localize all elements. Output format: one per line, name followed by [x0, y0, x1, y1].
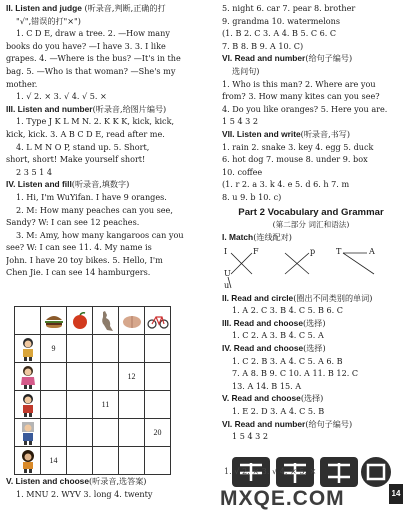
- section-heading: IV. Read and choose: [222, 343, 304, 354]
- hamburger-icon: [41, 307, 67, 335]
- match-letter: U: [224, 267, 231, 278]
- answer-line: 1. √ 2. × 3. √ 4. √ 5. ×: [16, 91, 107, 102]
- script-line: John. I have 20 toy bikes. 5. Hello, I'm: [6, 254, 163, 265]
- script-line: mother.: [6, 78, 38, 89]
- script-line: see? W: I can see 11. 4. My name is: [6, 242, 152, 253]
- section-heading: V. Listen and choose: [6, 476, 89, 486]
- grid-cell: [67, 335, 93, 363]
- section-heading: II. Listen and judge: [6, 3, 82, 13]
- script-line: from? 3. How many kites can you see?: [222, 91, 380, 102]
- grid-cell: [145, 363, 171, 391]
- grid-cell: [93, 335, 119, 363]
- script-line: Sandy? W: I can see 12 peaches.: [6, 217, 140, 228]
- section-note: (选择): [302, 317, 326, 328]
- grid-cell: [41, 391, 67, 419]
- script-line: kick, kick. 3. A B C D E, read after me.: [6, 128, 165, 139]
- section-heading: IV. Listen and fill: [6, 179, 72, 190]
- grid-cell: [67, 419, 93, 447]
- section-note: (选择): [303, 343, 326, 354]
- script-line: 1. C D E, draw a tree. 2. —How many: [16, 28, 170, 39]
- section-heading: III. Read and choose: [222, 317, 303, 328]
- script-line: bag. 5. —Who is that woman? —She's my: [6, 65, 176, 76]
- grid-cell: [145, 391, 171, 419]
- grid-cell: [41, 363, 67, 391]
- section-note: 选问句): [232, 65, 260, 76]
- section-note: (听录音,填数字): [71, 179, 130, 190]
- section-heading: III. Listen and number: [6, 103, 93, 114]
- orange-icon: [67, 307, 93, 335]
- part-subtitle: (第二部分 词汇和语法): [272, 219, 350, 229]
- script-line: 6. hot dog 7. mouse 8. under 9. box: [222, 154, 368, 165]
- answer-line: 7. A 8. B 9. C 10. A 11. B 12. C: [232, 368, 359, 379]
- section-note: (听录音,判断,正确的打: [84, 3, 166, 13]
- script-line: 1. Who is this man? 2. Where are you: [222, 78, 376, 89]
- grid-cell: [67, 363, 93, 391]
- grid-cell: 20: [145, 419, 171, 447]
- script-line: 4. Do you like oranges? 5. Here you are.: [222, 103, 388, 114]
- section-note: (听录音,书写): [300, 128, 351, 139]
- bike-icon: [145, 307, 171, 335]
- table-row: [15, 363, 171, 391]
- grid-cell: [93, 447, 119, 475]
- grid-cell: [119, 391, 145, 419]
- script-line: 3. M: Amy, how many kangaroos can you: [16, 229, 184, 240]
- section-note: (听录音,选答案): [89, 476, 147, 486]
- answer-line: 2 3 5 1 4: [16, 166, 53, 177]
- section-heading: VI. Read and number: [222, 53, 306, 64]
- match-letter: u: [224, 279, 230, 290]
- script-line: 10. coffee: [222, 166, 263, 177]
- grid-cell: [145, 447, 171, 475]
- watermark-text: MXQE.COM: [220, 487, 345, 510]
- child-avatar: [15, 391, 41, 419]
- section-heading: I. Match: [222, 232, 254, 243]
- answer-line: 1 5 4 3 2: [232, 431, 269, 442]
- table-row: [15, 307, 171, 335]
- left-column: [6, 2, 219, 279]
- kangaroo-icon: [93, 307, 119, 335]
- right-column: [222, 2, 400, 443]
- answer-line: 1. A 2. C 3. B 4. C 5. B 6. C: [232, 305, 343, 316]
- table-row: [15, 447, 171, 475]
- match-diagram: [222, 244, 400, 292]
- grid-cell: [145, 335, 171, 363]
- grid-cell: 9: [41, 335, 67, 363]
- grid-cell: [67, 391, 93, 419]
- section-note: (连线配对): [253, 232, 292, 243]
- script-line: short, short! Make yourself short!: [6, 154, 146, 165]
- grid-corner: [15, 307, 41, 335]
- match-letter: p: [310, 245, 316, 256]
- table-row: [15, 391, 171, 419]
- peach-icon: [119, 307, 145, 335]
- grid-cell: [119, 447, 145, 475]
- script-line: 1. Hi, I'm WuYifan. I have 9 oranges.: [16, 191, 167, 202]
- answer-line: 1. C 2. B 3. A 4. C 5. A 6. B: [232, 355, 343, 366]
- script-line: 5. night 6. car 7. pear 8. brother: [222, 3, 356, 13]
- answer-line: 1. C 2. A 3. B 4. C 5. A: [232, 330, 324, 341]
- script-line: books do you have? —I have 3. 3. I like: [6, 40, 166, 51]
- answer-line: 1. E 2. D 3. A 4. C 5. B: [232, 406, 325, 417]
- section-note: (听录音,给图片编号): [92, 103, 167, 114]
- child-avatar: [15, 447, 41, 475]
- answer-grid: [14, 306, 171, 475]
- table-row: [15, 335, 171, 363]
- match-letter: F: [253, 245, 259, 256]
- page-number: 14: [389, 484, 403, 504]
- answer-line: 1. √ 2. × 3. √ 4. × 5. ×: [224, 466, 317, 476]
- grid-cell: [119, 419, 145, 447]
- script-line: Chen Jie. I can see 14 hamburgers.: [6, 267, 151, 278]
- answer-line: 13. A 14. B 15. A: [232, 380, 302, 391]
- match-letter: I: [224, 245, 228, 256]
- section-heading: VI. Read and number: [222, 418, 306, 429]
- section-note: (选择): [300, 393, 324, 404]
- script-line: 1. rain 2. snake 3. key 4. egg 5. duck: [222, 141, 374, 152]
- child-avatar: [15, 419, 41, 447]
- answer-line: (1. r 2. a 3. k 4. e 5. d 6. h 7. m: [222, 179, 350, 190]
- last-answer-row: [224, 465, 402, 478]
- section-note: "√",错误的打"×"): [16, 15, 81, 26]
- child-avatar: [15, 335, 41, 363]
- grid-cell: [93, 363, 119, 391]
- left-column-bottom: [6, 475, 219, 500]
- section-note: (给句子编号): [305, 53, 353, 64]
- child-avatar: [15, 363, 41, 391]
- section-note: (圈出不同类别的单词): [293, 292, 373, 303]
- match-letter: T: [336, 245, 342, 256]
- script-line: 1. Type J K L M N. 2. K K K, kick, kick,: [16, 116, 175, 127]
- answer-line: 8. u 9. b 10. c): [222, 191, 282, 202]
- section-note: (给句子编号): [305, 418, 353, 429]
- match-letter: A: [369, 245, 375, 256]
- script-line: 4. L M N O P, stand up. 5. Short,: [16, 141, 150, 152]
- part-title: Part 2 Vocabulary and Grammar: [238, 206, 384, 218]
- section-heading: V. Read and choose: [222, 393, 301, 404]
- answer-line: 7. B 8. B 9. A 10. C): [222, 40, 304, 51]
- script-line: 1. MNU 2. WYV 3. long 4. twenty: [16, 488, 153, 499]
- grid-cell: 14: [41, 447, 67, 475]
- grid-cell: [41, 419, 67, 447]
- table-row: [15, 419, 171, 447]
- script-line: grapes. 4. —Where is the bus? —It's in the: [6, 53, 181, 64]
- section-heading: VII. Listen and write: [222, 128, 301, 139]
- grid-cell: [93, 419, 119, 447]
- grid-cell: [119, 335, 145, 363]
- grid-cell: 11: [93, 391, 119, 419]
- script-line: 9. grandma 10. watermelons: [222, 15, 341, 26]
- answer-line: (1. B 2. C 3. A 4. B 5. C 6. C: [222, 28, 337, 39]
- script-line: 2. M: How many peaches can you see,: [16, 204, 173, 215]
- section-heading: II. Read and circle: [222, 292, 294, 303]
- grid-cell: [67, 447, 93, 475]
- answer-line: 1 5 4 3 2: [222, 116, 259, 127]
- grid-cell: 12: [119, 363, 145, 391]
